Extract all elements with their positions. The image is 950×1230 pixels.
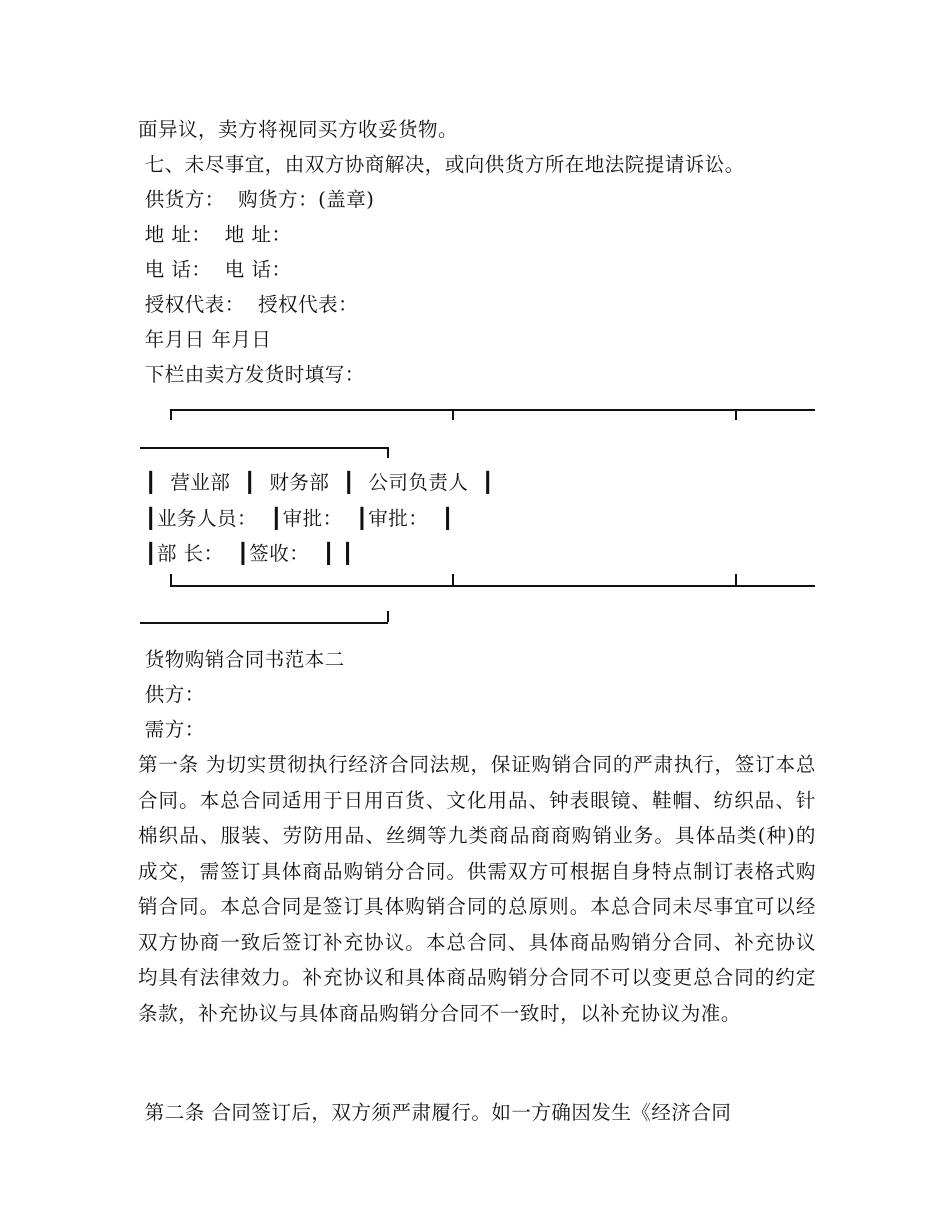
text-line: 七、未尽事宜，由双方协商解决，或向供货方所在地法院提请诉讼。 bbox=[138, 153, 745, 176]
representative-line: 授权代表： 授权代表： bbox=[138, 293, 359, 316]
address-line: 地 址： 地 址： bbox=[138, 223, 292, 246]
table-divider-tick bbox=[735, 409, 737, 420]
table-corner bbox=[170, 574, 172, 585]
section-title: 货物购销合同书范本二 bbox=[138, 648, 345, 671]
supplier-line: 供方： bbox=[138, 683, 205, 706]
phone-line: 电 话： 电 话： bbox=[138, 258, 292, 281]
table-bottom-border-wrap bbox=[140, 622, 388, 624]
date-line: 年月日 年月日 bbox=[138, 328, 272, 351]
table-top-border-wrap bbox=[140, 447, 388, 449]
buyer-line: 需方： bbox=[138, 718, 205, 741]
table-divider-tick bbox=[452, 409, 454, 420]
table-corner bbox=[170, 409, 172, 420]
table-divider-tick bbox=[735, 574, 737, 585]
table-top-border bbox=[170, 409, 815, 411]
text-line: 面异议，卖方将视同买方收妥货物。 bbox=[138, 118, 459, 141]
table-row: ┃部 长： ┃签收： ┃ ┃ bbox=[138, 542, 354, 565]
table-corner bbox=[387, 611, 389, 622]
table-row: ┃ 营业部 ┃ 财务部 ┃ 公司负责人 ┃ bbox=[138, 471, 495, 494]
table-bottom-border bbox=[170, 585, 815, 587]
table-corner bbox=[387, 447, 389, 458]
table-row: ┃业务人员： ┃审批： ┃审批： ┃ bbox=[138, 507, 454, 530]
article-1-paragraph: 第一条 为切实贯彻执行经济合同法规，保证购销合同的严肃执行，签订本总合同。本总合同适用于日用百货、文化用品、钟表眼镜、鞋帽、纺织品、针棉织品、服装、劳防用品、丝绸等九类商品商商购销业务。具体品类(种)的成交，需签订具体商品购销分合同。供需双方可根据自身特点制订表格式购销合同。本总合同是签订具体购销合同的总原则。本总合同未尽事宜可以经双方协商一致后签订补充协议。本总合同、具体商品购销分合同、补充协议均具有法律效力。补充协议和具体商品购销分合同不可以变更总合同的约定条款，补充协议与具体商品购销分合同不一致时，以补充协议为准。 bbox=[138, 753, 816, 1025]
article-2-paragraph: 第二条 合同签订后，双方须严肃履行。如一方确因发生《经济合同 bbox=[138, 1101, 732, 1124]
signature-parties-line: 供货方： 购货方：(盖章) bbox=[138, 188, 375, 211]
table-divider-tick bbox=[452, 574, 454, 585]
text-line: 下栏由卖方发货时填写： bbox=[138, 363, 365, 386]
